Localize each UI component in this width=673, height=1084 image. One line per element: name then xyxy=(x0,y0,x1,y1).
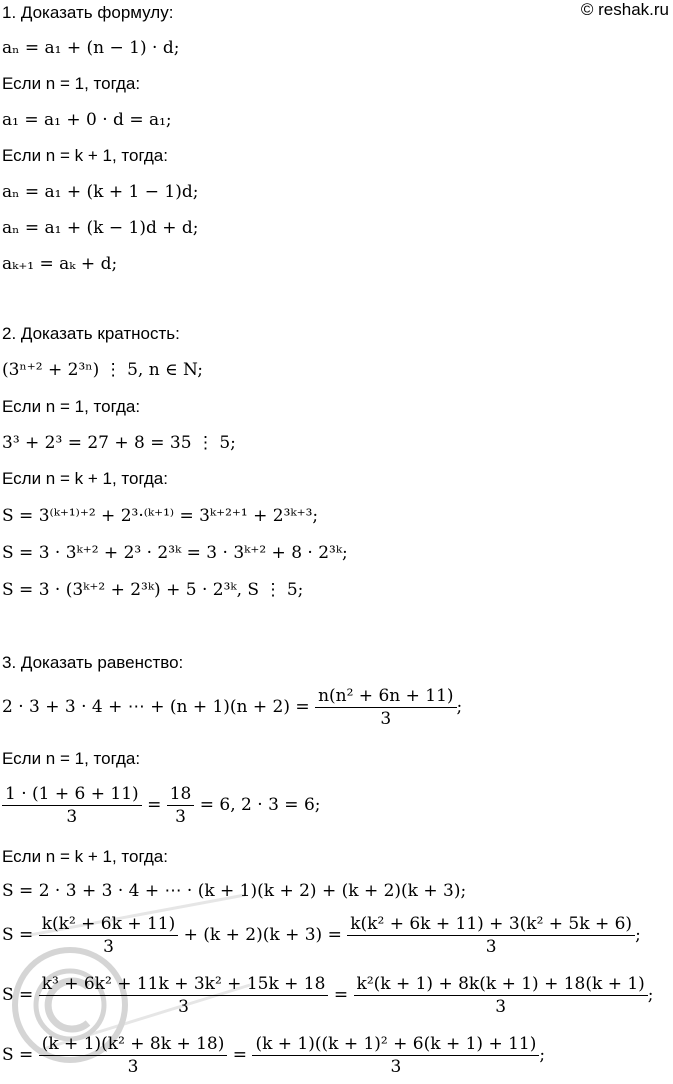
p3-step-2-numerator: k(k² + 6k + 11) xyxy=(39,914,179,936)
p3-step-4-mid: = xyxy=(232,1045,248,1065)
p3-step-2-numerator-2: k(k² + 6k + 11) + 3(k² + 5k + 6) xyxy=(347,914,635,936)
p1-step-1: aₙ = a₁ + (k + 1 − 1)d; xyxy=(2,182,199,202)
p3-case-n1: Если n = 1, тогда: xyxy=(2,749,141,768)
p3-step-2-mid: + (k + 2)(k + 3) = xyxy=(183,925,342,945)
p3-step-4-numerator-2: (k + 1)((k + 1)² + 6(k + 1) + 11) xyxy=(252,1034,539,1056)
problem-1-title: 1. Доказать формулу: xyxy=(2,3,174,22)
p3-step-3-denominator: 3 xyxy=(178,997,189,1017)
p3-step-4-pre: S = xyxy=(2,1045,34,1065)
p3-step-4-denominator: 3 xyxy=(127,1057,139,1077)
p3-step-4 xyxy=(2,1034,545,1077)
p2-case-nk1: Если n = k + 1, тогда: xyxy=(2,469,168,488)
p3-step-1: S = 2 · 3 + 3 · 4 + ⋯ · (k + 1)(k + 2) + (k + 2)(k + 3); xyxy=(2,881,467,901)
p1-step-2: aₙ = a₁ + (k − 1)d + d; xyxy=(2,218,199,238)
site-watermark: © reshak.ru xyxy=(580,0,669,19)
p3-step-3-numerator: k³ + 6k² + 11k + 3k² + 15k + 18 xyxy=(39,974,329,996)
p3-step-4-fraction xyxy=(39,1034,228,1077)
p3-check-numerator: 1 · (1 + 6 + 11) xyxy=(2,784,142,806)
p3-step-2-denominator: 3 xyxy=(103,937,114,957)
p1-case-n1: Если n = 1, тогда: xyxy=(2,74,141,93)
p3-case-nk1: Если n = k + 1, тогда: xyxy=(2,847,168,866)
p3-check-rest: = 6, 2 · 3 = 6; xyxy=(199,795,321,815)
p3-step-3 xyxy=(2,974,654,1017)
p2-statement: (3ⁿ⁺² + 2³ⁿ) ⋮ 5, n ∈ N; xyxy=(2,360,204,380)
p3-eq-end: ; xyxy=(456,697,463,717)
p3-step-2-fraction-2 xyxy=(347,914,635,957)
p3-eq-denominator: 3 xyxy=(380,709,392,729)
p3-check-fraction-2 xyxy=(167,784,195,827)
p3-check-denominator-2: 3 xyxy=(175,807,186,827)
p3-step-3-fraction xyxy=(39,974,329,1017)
p2-step-2: S = 3 · 3ᵏ⁺² + 2³ · 2³ᵏ = 3 · 3ᵏ⁺² + 8 · 2³ᵏ; xyxy=(2,543,348,563)
p3-step-3-numerator-2: k²(k + 1) + 8k(k + 1) + 18(k + 1) xyxy=(354,974,648,996)
p3-step-3-fraction-2 xyxy=(354,974,648,1017)
p3-check-numerator-2: 18 xyxy=(167,784,195,806)
p3-step-4-fraction-2 xyxy=(252,1034,539,1077)
p3-step-3-pre: S = xyxy=(2,985,34,1005)
p3-step-2-pre: S = xyxy=(2,925,34,945)
p3-step-2-end: ; xyxy=(635,925,641,945)
p2-step-3: S = 3 · (3ᵏ⁺² + 2³ᵏ) + 5 · 2³ᵏ, S ⋮ 5; xyxy=(2,580,304,600)
p3-eq-fraction xyxy=(315,686,456,729)
p2-step-1: S = 3⁽ᵏ⁺¹⁾⁺² + 2³·⁽ᵏ⁺¹⁾ = 3ᵏ⁺²⁺¹ + 2³ᵏ⁺³; xyxy=(2,506,319,526)
p1-case-nk1: Если n = k + 1, тогда: xyxy=(2,146,168,165)
p1-step-3: aₖ₊₁ = aₖ + d; xyxy=(2,254,118,274)
p3-check xyxy=(2,784,321,827)
p1-formula: aₙ = a₁ + (n − 1) · d; xyxy=(2,38,180,58)
p3-step-3-denominator-2: 3 xyxy=(495,997,507,1017)
p3-step-2-denominator-2: 3 xyxy=(485,937,497,957)
p2-case-n1-result: 3³ + 2³ = 27 + 8 = 35 ⋮ 5; xyxy=(2,433,236,453)
p2-case-n1: Если n = 1, тогда: xyxy=(2,397,141,416)
p3-check-fraction xyxy=(2,784,142,827)
p3-equation xyxy=(2,686,462,729)
p3-step-3-mid: = xyxy=(333,985,349,1005)
p1-case-n1-result: a₁ = a₁ + 0 · d = a₁; xyxy=(2,110,172,130)
p3-check-denominator: 3 xyxy=(66,807,78,827)
p3-check-eq: = xyxy=(147,795,162,815)
p3-step-3-end: ; xyxy=(647,985,654,1005)
p3-eq-left: 2 · 3 + 3 · 4 + ⋯ + (n + 1)(n + 2) = xyxy=(2,697,310,717)
p3-eq-numerator: n(n² + 6n + 11) xyxy=(315,686,456,708)
p3-step-2-fraction xyxy=(39,914,179,957)
p3-step-4-end: ; xyxy=(539,1045,546,1065)
p3-step-2 xyxy=(2,914,641,957)
problem-2-title: 2. Доказать кратность: xyxy=(2,324,180,343)
problem-3-title: 3. Доказать равенство: xyxy=(2,653,184,672)
p3-step-4-numerator: (k + 1)(k² + 8k + 18) xyxy=(39,1034,228,1056)
p3-step-4-denominator-2: 3 xyxy=(390,1057,402,1077)
